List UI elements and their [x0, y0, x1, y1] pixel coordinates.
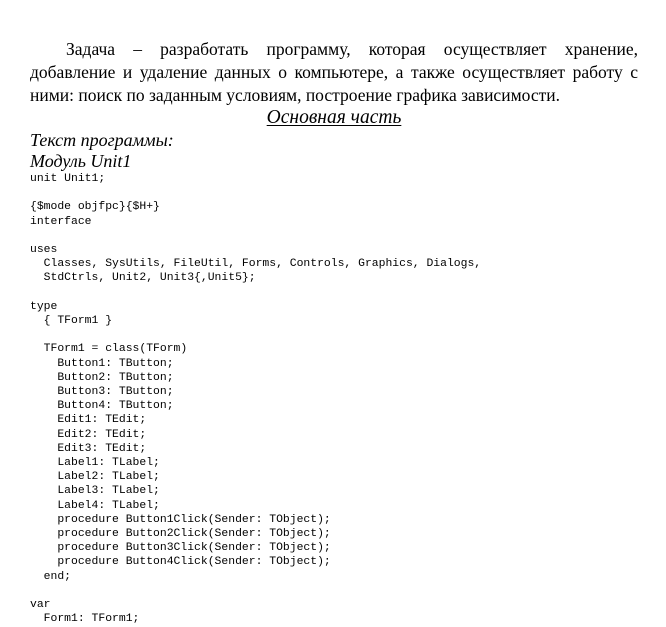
code-line: TForm1 = class(TForm)	[30, 343, 188, 356]
code-line: Button3: TButton;	[30, 386, 174, 399]
code-line	[30, 229, 638, 243]
code-line: procedure Button3Click(Sender: TObject);	[30, 542, 331, 555]
code-line: unit Unit1;	[30, 173, 106, 185]
code-line	[30, 328, 638, 342]
module-heading: Модуль Unit1	[30, 151, 132, 171]
code-line: type	[30, 300, 58, 313]
code-line	[30, 186, 638, 200]
code-line: Edit1: TEdit;	[30, 414, 147, 427]
code-line: Form1: TForm1;	[30, 613, 140, 626]
code-line: StdCtrls, Unit2, Unit3{,Unit5};	[30, 272, 256, 285]
code-line	[30, 584, 638, 598]
code-listing	[30, 172, 638, 627]
code-line: interface	[30, 215, 92, 228]
code-line: Edit2: TEdit;	[30, 428, 147, 441]
task-paragraph: Задача – разработать программу, которая осуществляет хранение, добавление и удаление данных о компьютере, а также осуществляет работу с ними: поиск по заданным условиям, построение графика зависимости.	[30, 39, 638, 105]
code-line: Button4: TButton;	[30, 400, 174, 413]
code-line: Classes, SysUtils, FileUtil, Forms, Controls, Graphics, Dialogs,	[30, 258, 482, 271]
code-line: procedure Button2Click(Sender: TObject);	[30, 528, 331, 541]
code-line: procedure Button1Click(Sender: TObject);	[30, 513, 331, 526]
section-title: Основная часть	[266, 107, 402, 128]
code-line: uses	[30, 244, 58, 257]
code-line: { TForm1 }	[30, 315, 113, 328]
document-page	[30, 38, 638, 627]
code-line: Label3: TLabel;	[30, 485, 160, 498]
code-line: procedure Button4Click(Sender: TObject);	[30, 556, 331, 569]
code-line: var	[30, 599, 51, 612]
program-text-heading: Текст программы:	[30, 130, 174, 150]
code-line: Label2: TLabel;	[30, 471, 160, 484]
code-line: end;	[30, 570, 72, 583]
code-line: Button1: TButton;	[30, 357, 174, 370]
code-line: Button2: TButton;	[30, 371, 174, 384]
code-line: Label4: TLabel;	[30, 499, 160, 512]
code-line: Label1: TLabel;	[30, 457, 160, 470]
code-line: Edit3: TEdit;	[30, 442, 147, 455]
code-line	[30, 286, 638, 300]
code-line: {$mode objfpc}{$H+}	[30, 201, 160, 214]
